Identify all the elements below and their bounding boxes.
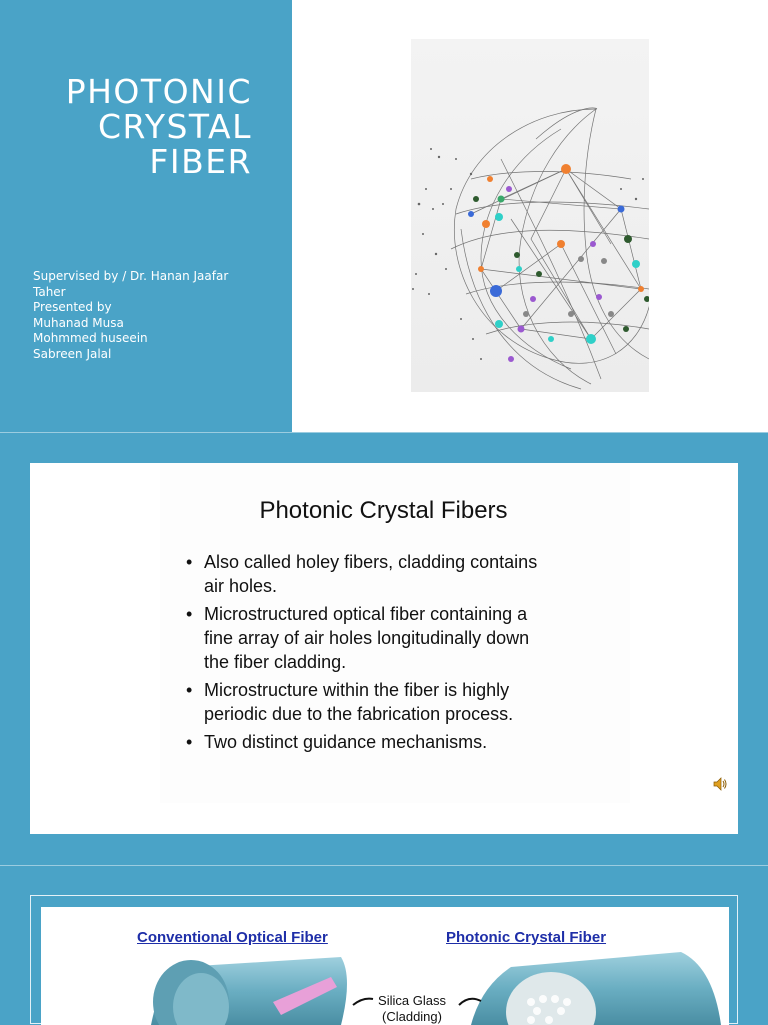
comparison-slide[interactable] [30, 895, 738, 1024]
list-item [184, 678, 614, 726]
bullet-icon: • [186, 552, 193, 572]
credit-line: Mohmmed huseein [33, 331, 148, 346]
slide-heading: Photonic Crystal Fibers [259, 497, 508, 524]
speaker-icon[interactable] [712, 776, 728, 792]
slide-divider [0, 432, 768, 433]
silica-glass-label [367, 993, 457, 1025]
list-item [184, 730, 614, 754]
photonic-fiber-label: Photonic Crystal Fiber [446, 929, 607, 946]
credit-line: Muhanad Musa [33, 315, 124, 330]
bullet-text: air holes. [204, 576, 278, 596]
bullet-text: fine array of air holes longitudinally down [204, 628, 530, 648]
bullet-text: the fiber cladding. [204, 652, 347, 672]
credit-line: Supervised by / Dr. Hanan Jaafar [33, 269, 229, 283]
slide-image [160, 463, 630, 803]
content-slide[interactable] [30, 463, 738, 834]
slide-title [12, 74, 252, 179]
fiber-comparison-diagram [41, 907, 729, 1025]
bullet-icon: • [186, 732, 193, 752]
credit-line: Sabreen Jalal [33, 346, 112, 361]
title-panel [0, 0, 292, 432]
bullet-text: Microstructured optical fiber containing a [204, 604, 528, 624]
title-line-1: PHOTONIC [65, 72, 252, 111]
bullet-list [184, 550, 614, 758]
silica-line-1: Silica Glass [378, 993, 446, 1008]
list-item [184, 602, 614, 674]
title-line-2: CRYSTAL [97, 107, 252, 146]
bullet-text: Two distinct guidance mechanisms. [204, 732, 488, 752]
credit-line: Presented by [33, 300, 112, 315]
bullet-text: periodic due to the fabrication process. [204, 704, 514, 724]
bullet-text: Microstructure within the fiber is highly [204, 680, 510, 700]
bullet-text: Also called holey fibers, cladding contains [204, 552, 538, 572]
credit-line: Taher [33, 284, 66, 299]
title-line-3: FIBER [149, 142, 252, 181]
bullet-icon: • [186, 604, 193, 624]
silica-line-2: (Cladding) [382, 1009, 442, 1024]
network-sphere-illustration [411, 39, 649, 392]
slide-divider [0, 865, 768, 866]
credits [33, 269, 263, 363]
title-slide[interactable] [0, 0, 768, 432]
list-item [184, 550, 614, 598]
conventional-fiber-label: Conventional Optical Fiber [137, 929, 328, 946]
bullet-icon: • [186, 680, 193, 700]
